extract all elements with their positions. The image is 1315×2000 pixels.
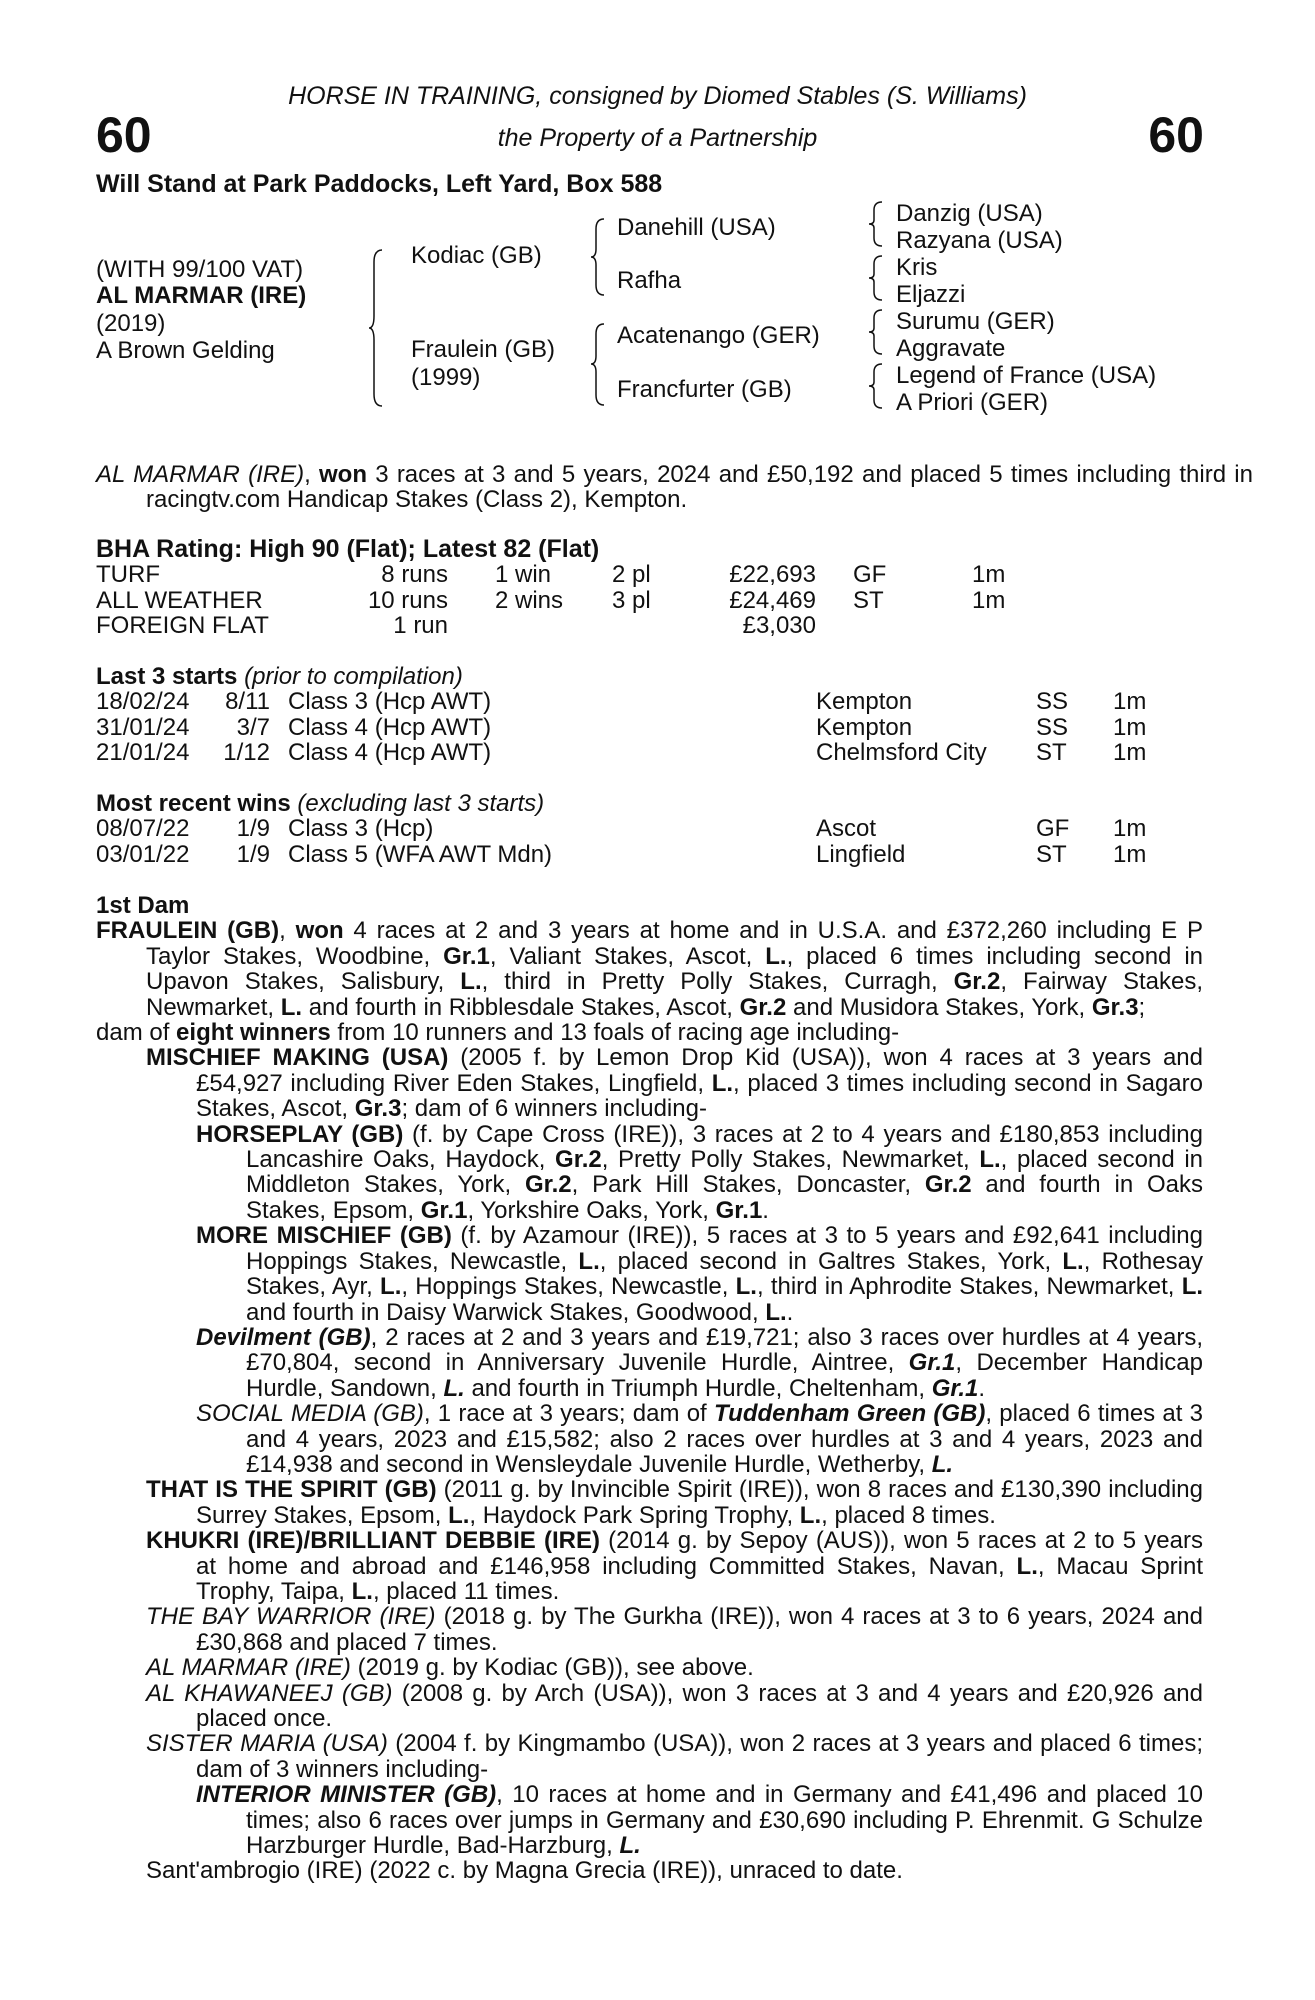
- entry-text: (2005 f. by Lemon Drop Kid (USA)), won 4 races at 3 years and £54,927 including River Eden Stakes, Lingfield,: [196, 1044, 1204, 1097]
- recent-title: Most recent wins: [96, 790, 291, 817]
- entry-text: dam of: [96, 1019, 177, 1047]
- entry-text: ; dam of 6 winners including-: [401, 1095, 707, 1123]
- grade-label: Gr.2: [739, 993, 787, 1021]
- progeny-name: Tuddenham Green (GB): [713, 1400, 986, 1428]
- listed-label: L.: [765, 1298, 787, 1326]
- pedigree-brace-g3-1: [868, 200, 888, 248]
- record-surface: ALL WEATHER: [96, 586, 263, 614]
- grade-label: Gr.1: [443, 942, 490, 970]
- progeny-name: Devilment (GB): [196, 1323, 371, 1351]
- entry-text: , third in Aphrodite Stakes, Newmarket,: [756, 1273, 1182, 1301]
- g3-ancestor: Kris: [896, 254, 938, 281]
- first-dam-title: 1st Dam: [96, 892, 190, 919]
- record-runs: 10 runs: [367, 586, 448, 614]
- summary-won: won: [318, 461, 367, 488]
- property-line: the Property of a Partnership: [497, 124, 818, 152]
- listed-label: L.: [1181, 1273, 1204, 1301]
- consignor-line: HORSE IN TRAINING, consigned by Diomed Stables (S. Williams): [288, 82, 1027, 110]
- record-going: GF: [853, 561, 887, 589]
- entry-text: .: [978, 1374, 986, 1402]
- vat-note: (WITH 99/100 VAT): [96, 256, 304, 283]
- start-date: 18/02/24: [96, 688, 190, 716]
- dam-of-line: [96, 1020, 1203, 1045]
- progeny-name: MISCHIEF MAKING (USA): [146, 1044, 449, 1072]
- listed-label: L.: [351, 1577, 373, 1605]
- start-going: ST: [1036, 739, 1067, 767]
- summary-text: 3 races at 3 and 5 years, 2024 and £50,192 and placed 5 times including third in racingtv.com Handicap Stakes (Class 2), Kempton.: [146, 461, 1253, 514]
- record-placed: 2 pl: [612, 561, 651, 589]
- pedigree-brace-g3-2: [868, 254, 888, 302]
- win-course: Ascot: [816, 815, 877, 843]
- progeny-entry: [96, 1045, 1203, 1121]
- grade-label: Gr.1: [420, 1196, 468, 1224]
- entry-text: and fourth in Triumph Hurdle, Cheltenham,: [464, 1374, 932, 1402]
- pedigree-brace-sire: [590, 217, 610, 297]
- last-3-starts-section: [96, 664, 1203, 766]
- entry-text: , December Handicap Hurdle, Sandown,: [246, 1349, 1203, 1402]
- listed-label: L.: [448, 1501, 470, 1529]
- start-race: Class 4 (Hcp AWT): [288, 739, 492, 767]
- start-race: Class 4 (Hcp AWT): [288, 713, 492, 741]
- listed-label: L.: [280, 993, 303, 1021]
- record-placed: 3 pl: [612, 586, 651, 614]
- dam-dam: Francfurter (GB): [617, 376, 792, 403]
- start-position: 1/12: [223, 739, 270, 767]
- entry-text: , placed second in Middleton Stakes, York,: [246, 1146, 1204, 1199]
- progeny-name: THE BAY WARRIOR (IRE): [146, 1603, 436, 1631]
- grade-label: Gr.1: [931, 1374, 979, 1402]
- entry-text: , placed 6 times at 3 and 4 years, 2023 and £15,582; also 2 races over hurdles at 3 and 4 years, 2023 and £14,938 and second in Wensleydale Juvenile Hurdle, Wetherby,: [246, 1400, 1204, 1478]
- grade-label: Gr.3: [1091, 993, 1139, 1021]
- listed-label: L.: [380, 1273, 402, 1301]
- record-surface: FOREIGN FLAT: [96, 612, 269, 640]
- grandprogeny-entry: [96, 1782, 1203, 1858]
- entry-text: (2004 f. by Kingmambo (USA)), won 2 races at 3 years and placed 6 times; dam of 3 winners including-: [196, 1730, 1204, 1783]
- winners-count: eight winners: [176, 1019, 331, 1047]
- listed-label: L.: [619, 1832, 641, 1860]
- grandprogeny-entry: [96, 1223, 1203, 1325]
- entry-text: (2011 g. by Invincible Spirit (IRE)), won 8 races and £130,390 including Surrey Stakes, Epsom,: [196, 1476, 1203, 1529]
- race-summary: AL MARMAR (IRE), won 3 races at 3 and 5 years, 2024 and £50,192 and placed 5 times including third in racingtv.com Handicap Stakes (Class 2), Kempton.: [96, 461, 1253, 514]
- progeny-name: SISTER MARIA (USA): [146, 1730, 388, 1758]
- entry-text: , Rothesay Stakes, Ayr,: [246, 1247, 1203, 1301]
- listed-label: L.: [735, 1273, 757, 1301]
- entry-text: (2014 g. by Sepoy (AUS)), won 5 races at 2 to 5 years at home and abroad and £146,958 including Committed Stakes, Navan,: [196, 1527, 1203, 1580]
- win-position: 1/9: [236, 840, 270, 868]
- listed-label: L.: [711, 1069, 734, 1097]
- listed-label: L.: [765, 942, 787, 970]
- entry-text: , Hoppings Stakes, Newcastle,: [401, 1273, 736, 1301]
- listed-label: L.: [578, 1247, 600, 1275]
- sire-dam: Rafha: [617, 267, 682, 294]
- lot-number-left: 60: [96, 107, 152, 163]
- record-distance: 1m: [972, 586, 1006, 614]
- grade-label: Gr.2: [953, 968, 1001, 996]
- dam-name: Fraulein (GB): [411, 336, 556, 363]
- record-going: ST: [853, 586, 884, 614]
- progeny-name: KHUKRI (IRE)/BRILLIANT DEBBIE (IRE): [146, 1527, 600, 1555]
- progeny-entry: [96, 1528, 1203, 1604]
- win-race: Class 3 (Hcp): [288, 815, 434, 843]
- entry-text: and fourth in Ribblesdale Stakes, Ascot,: [302, 993, 740, 1021]
- dam-entry-fraulein: FRAULEIN (GB), won 4 races at 2 and 3 years at home and in U.S.A. and £372,260 including E P Taylor Stakes, Woodbine, Gr.1, Valiant Stakes, Ascot, L., placed 6 times including second in Upavon Stakes, Salisbury, L., third in Pretty Polly Stakes, Curragh, Gr.2, Fairway Stakes, Newmarket, L. and fourth in Ribblesdale Stakes, Ascot, Gr.2 and Musidora Stakes, York, Gr.3;: [96, 917, 1204, 1021]
- last3-title: Last 3 starts: [96, 663, 238, 690]
- grade-label: Gr.2: [524, 1171, 572, 1199]
- start-going: SS: [1036, 688, 1069, 716]
- entry-text: , placed 11 times.: [372, 1577, 560, 1605]
- won-label: won: [295, 917, 344, 945]
- start-going: SS: [1036, 713, 1069, 741]
- g3-ancestor: Aggravate: [896, 335, 1006, 362]
- horse-description: A Brown Gelding: [96, 337, 275, 364]
- start-position: 8/11: [225, 688, 270, 716]
- last3-note: (prior to compilation): [244, 663, 463, 690]
- record-prize: £22,693: [729, 561, 816, 589]
- win-row: [96, 816, 1203, 841]
- recent-wins-section: [96, 791, 1203, 867]
- start-course: Kempton: [816, 713, 913, 741]
- record-runs: 8 runs: [381, 561, 448, 589]
- win-position: 1/9: [236, 815, 270, 843]
- entry-text: ;: [1138, 993, 1146, 1021]
- record-surface: TURF: [96, 561, 160, 589]
- entry-text: (2018 g. by The Gurkha (IRE)), won 4 races at 3 to 6 years, 2024 and £30,868 and placed 7 times.: [196, 1603, 1203, 1656]
- record-wins: 1 win: [495, 561, 552, 589]
- entry-text: (f. by Azamour (IRE)), 5 races at 3 to 5 years and £92,641 including Hoppings Stakes, Newcastle,: [246, 1222, 1203, 1275]
- start-date: 21/01/24: [96, 739, 190, 767]
- grade-label: Gr.2: [555, 1146, 602, 1174]
- record-runs: 1 run: [393, 612, 448, 640]
- start-race: Class 3 (Hcp AWT): [288, 688, 492, 716]
- grade-label: Gr.2: [924, 1171, 972, 1199]
- win-going: ST: [1036, 840, 1067, 868]
- dam-sire: Acatenango (GER): [617, 322, 820, 349]
- progeny-entry: [96, 1477, 1203, 1528]
- progeny-entry: [96, 1681, 1203, 1732]
- start-row: [96, 715, 1203, 740]
- pedigree-brace-g3-3: [868, 308, 888, 356]
- g3-ancestor: A Priori (GER): [896, 389, 1049, 416]
- win-going: GF: [1036, 815, 1070, 843]
- record-row: [96, 613, 1203, 638]
- progeny-entry: [96, 1731, 1203, 1782]
- progeny-name: SOCIAL MEDIA (GB): [196, 1400, 424, 1428]
- start-row: [96, 740, 1203, 765]
- listed-label: L.: [443, 1374, 465, 1402]
- grandprogeny-entry: [96, 1401, 1203, 1477]
- record-wins: 2 wins: [495, 586, 564, 614]
- lot-number-right: 60: [1148, 107, 1204, 163]
- record-row: [96, 588, 1203, 613]
- entry-text: , placed 3 times including second in Sagaro Stakes, Ascot,: [196, 1069, 1203, 1123]
- dam-name: FRAULEIN (GB): [96, 917, 280, 945]
- win-distance: 1m: [1113, 840, 1147, 868]
- entry-text: , placed second in Galtres Stakes, York,: [599, 1247, 1063, 1275]
- record-row: [96, 562, 1203, 587]
- entry-text: and fourth in Oaks Stakes, Epsom,: [246, 1171, 1203, 1224]
- g3-ancestor: Surumu (GER): [896, 308, 1055, 335]
- entry-text: , 2 races at 2 and 3 years and £19,721; also 3 races over hurdles at 4 years, £70,804, second in Anniversary Juvenile Hurdle, Aintree,: [246, 1323, 1203, 1377]
- progeny-name: HORSEPLAY (GB): [196, 1120, 404, 1148]
- entry-text: and Musidora Stakes, York,: [786, 993, 1092, 1021]
- entry-text: .: [786, 1298, 794, 1326]
- listed-label: L.: [931, 1450, 954, 1478]
- start-row: [96, 689, 1203, 714]
- sire-name: Kodiac (GB): [411, 242, 542, 269]
- record-prize: £3,030: [742, 612, 816, 640]
- bha-rating-title: BHA Rating: High 90 (Flat); Latest 82 (Flat): [96, 535, 600, 563]
- grade-label: Gr.1: [908, 1349, 956, 1377]
- start-date: 31/01/24: [96, 713, 190, 741]
- entry-text: , Park Hill Stakes, Doncaster,: [571, 1171, 925, 1199]
- entry-text: , Yorkshire Oaks, York,: [467, 1196, 716, 1224]
- entry-text: (2008 g. by Arch (USA)), won 3 races at 3 and 4 years and £20,926 and placed once.: [196, 1679, 1204, 1732]
- progeny-name: AL MARMAR (IRE): [146, 1654, 351, 1682]
- entry-text: , Valiant Stakes, Ascot,: [489, 942, 766, 970]
- horse-year: (2019): [96, 310, 166, 337]
- grade-label: Gr.3: [354, 1095, 402, 1123]
- entry-text: , placed 6 times including second in Upavon Stakes, Salisbury,: [146, 942, 1203, 996]
- win-race: Class 5 (WFA AWT Mdn): [288, 840, 553, 868]
- entry-text: , Pretty Polly Stakes, Newmarket,: [601, 1146, 980, 1174]
- sire-sire: Danehill (USA): [617, 214, 776, 241]
- entry-text: , Haydock Park Spring Trophy,: [469, 1501, 800, 1529]
- start-course: Chelmsford City: [816, 739, 987, 767]
- win-date: 03/01/22: [96, 840, 190, 868]
- entry-text: , third in Pretty Polly Stakes, Curragh,: [481, 968, 954, 996]
- win-distance: 1m: [1113, 815, 1147, 843]
- g3-ancestor: Eljazzi: [896, 281, 966, 308]
- win-date: 08/07/22: [96, 815, 190, 843]
- listed-label: L.: [979, 1146, 1001, 1174]
- listed-label: L.: [1016, 1552, 1038, 1580]
- entry-text: , 10 races at home and in Germany and £41,496 and placed 10 times; also 6 races over jumps in Germany and £30,690 including P. Ehrenmit. G Schulze Harzburger Hurdle, Bad-Harzburg,: [246, 1781, 1204, 1860]
- g3-ancestor: Razyana (USA): [896, 227, 1063, 254]
- grade-label: Gr.1: [715, 1196, 763, 1224]
- win-course: Lingfield: [816, 840, 906, 868]
- entry-text: .: [762, 1196, 769, 1224]
- entry-text: 4 races at 2 and 3 years at home and in U.S.A. and £372,260 including E P Taylor Stakes, Woodbine,: [146, 917, 1203, 970]
- entry-text: and fourth in Daisy Warwick Stakes, Goodwood,: [246, 1298, 766, 1326]
- pedigree-brace-g3-4: [868, 362, 888, 410]
- entry-text: , Macau Sprint Trophy, Taipa,: [196, 1552, 1203, 1605]
- progeny-entry: [96, 1655, 1203, 1680]
- pedigree-brace-main: [368, 248, 388, 408]
- grandprogeny-entry: [96, 1325, 1203, 1401]
- start-distance: 1m: [1113, 713, 1147, 741]
- progeny-name: INTERIOR MINISTER (GB): [196, 1781, 497, 1809]
- start-distance: 1m: [1113, 739, 1147, 767]
- recent-note: (excluding last 3 starts): [297, 790, 545, 817]
- progeny-name: AL KHAWANEEJ (GB): [146, 1679, 393, 1707]
- progeny-entry: [96, 1604, 1203, 1655]
- listed-label: L.: [799, 1501, 822, 1529]
- progeny-entry: [96, 1858, 1203, 1883]
- horse-name: AL MARMAR (IRE): [96, 282, 307, 309]
- progeny-name: MORE MISCHIEF (GB): [196, 1222, 452, 1250]
- start-course: Kempton: [816, 688, 913, 716]
- progeny-name: THAT IS THE SPIRIT (GB): [146, 1476, 437, 1504]
- entry-text: from 10 runners and 13 foals of racing age including-: [330, 1019, 900, 1047]
- start-position: 3/7: [236, 713, 270, 741]
- bha-rating-section: [96, 537, 1203, 639]
- record-distance: 1m: [972, 561, 1006, 589]
- grandprogeny-entry: [96, 1122, 1203, 1224]
- entry-text: , Fairway Stakes, Newmarket,: [146, 968, 1204, 1021]
- win-row: [96, 842, 1203, 867]
- entry-text: , placed 8 times.: [821, 1501, 996, 1529]
- listed-label: L.: [1062, 1247, 1084, 1275]
- record-prize: £24,469: [729, 586, 816, 614]
- listed-label: L.: [460, 968, 482, 996]
- g3-ancestor: Legend of France (USA): [896, 362, 1157, 389]
- entry-text: (f. by Cape Cross (IRE)), 3 races at 2 to 4 years and £180,853 including Lancashire Oaks, Haydock,: [246, 1120, 1203, 1174]
- start-distance: 1m: [1113, 688, 1147, 716]
- summary-horse-name: AL MARMAR (IRE): [96, 461, 305, 488]
- first-dam-section: [96, 893, 1203, 1884]
- dam-year: (1999): [411, 364, 481, 391]
- entry-text: Sant'ambrogio (IRE) (2022 c. by Magna Grecia (IRE)), unraced to date.: [146, 1857, 903, 1885]
- pedigree-brace-dam: [590, 322, 610, 407]
- entry-text: , 1 race at 3 years; dam of: [423, 1400, 714, 1428]
- entry-text: (2019 g. by Kodiac (GB)), see above.: [350, 1654, 754, 1682]
- g3-ancestor: Danzig (USA): [896, 200, 1043, 227]
- stand-location: Will Stand at Park Paddocks, Left Yard, Box 588: [96, 170, 663, 198]
